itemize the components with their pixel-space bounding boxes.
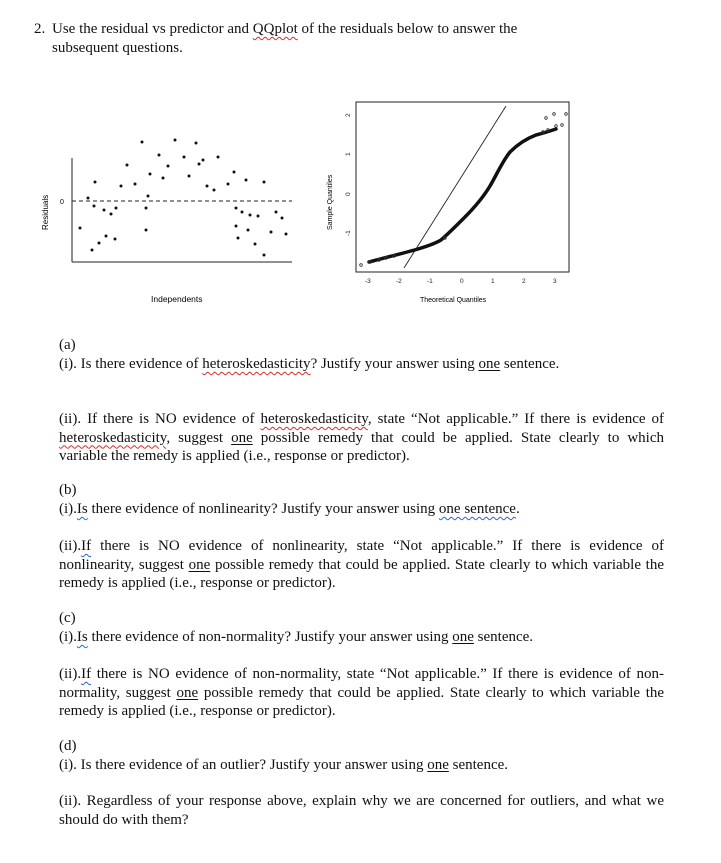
part-d-i-prefix: (i). Is there evidence of an outlier? Justify your answer using	[59, 757, 424, 773]
residual-point	[120, 185, 123, 188]
residual-xlabel: Independents	[151, 294, 203, 304]
residual-point	[115, 207, 118, 210]
underlined-one-sentence: one sentence	[438, 501, 516, 517]
part-b-label: (b)	[59, 482, 77, 498]
qqplot-word: QQplot	[252, 21, 298, 37]
part-a-i-mid: ? Justify your answer using	[310, 356, 475, 372]
zero-tick: 0	[60, 199, 64, 206]
question-header	[34, 20, 674, 58]
residual-point	[233, 171, 236, 174]
residual-point	[235, 225, 238, 228]
residual-point	[275, 211, 278, 214]
part-a-ii	[59, 410, 664, 466]
residual-point	[285, 233, 288, 236]
qq-y-tick: 0	[345, 192, 352, 196]
residual-point	[91, 249, 94, 252]
residual-point	[114, 238, 117, 241]
qq-x-tick: -1	[427, 278, 433, 285]
qq-x-tick: 3	[553, 278, 557, 285]
part-a-i	[59, 355, 664, 374]
residual-points	[79, 139, 288, 257]
residual-point	[257, 215, 260, 218]
residual-point	[263, 254, 266, 257]
residual-point	[254, 243, 257, 246]
residual-point	[245, 179, 248, 182]
residual-point	[105, 235, 108, 238]
qq-x-tick: 1	[491, 278, 495, 285]
residual-point	[162, 177, 165, 180]
residual-point	[94, 181, 97, 184]
underlined-one: one	[427, 757, 449, 773]
qq-y-ticks	[345, 113, 352, 236]
residual-point	[145, 229, 148, 232]
underlined-one: one	[452, 629, 474, 645]
grammar-flag-is: Is	[76, 629, 88, 645]
residual-point	[98, 242, 101, 245]
part-b-ii-text-2: possible remedy that could be applied. State clearly to which variable the remedy is applied (i.e., response or predictor).	[59, 556, 665, 591]
part-d-ii: (ii). Regardless of your response above, explain why we are concerned for outliers, and what we should do with them?	[59, 793, 664, 828]
part-c-ii-text-1: there is NO evidence of non-normality, state “Not applicable.” If there is evidence of non-normality, suggest	[59, 666, 665, 701]
part-a-ii-text-4: possible remedy that could be applied. State clearly to which variable the remedy is applied (i.e., response or predictor).	[59, 429, 665, 464]
qq-frame	[356, 102, 569, 272]
residual-point	[167, 165, 170, 168]
residual-point	[247, 229, 250, 232]
part-c-i	[59, 628, 664, 647]
underlined-one: one	[478, 356, 501, 372]
residual-point	[126, 164, 129, 167]
qq-ylabel: Sample Quantiles	[327, 174, 334, 230]
question-text-1: Use the residual vs predictor and	[52, 21, 250, 37]
part-a-ii-text-2: , state “Not applicable.” If there is evidence of	[367, 411, 665, 427]
question-number: 2.	[34, 21, 46, 37]
part-c-ii-text-2: possible remedy that could be applied. State clearly to which variable the remedy is applied (i.e., response or predictor).	[59, 684, 665, 719]
part-d-i	[59, 756, 664, 775]
part-c-i-end: sentence.	[477, 629, 534, 645]
qq-plot	[327, 102, 569, 304]
residual-point	[206, 185, 209, 188]
qq-sample-curve	[369, 129, 556, 262]
qq-point	[565, 113, 568, 116]
qq-point	[561, 124, 564, 127]
residual-point	[158, 154, 161, 157]
residual-point	[145, 207, 148, 210]
residual-point	[147, 195, 150, 198]
residual-point	[213, 189, 216, 192]
residual-point	[134, 183, 137, 186]
qq-y-tick: 2	[345, 113, 352, 117]
qq-xlabel: Theoretical Quantiles	[420, 297, 487, 304]
qq-x-tick: -3	[365, 278, 371, 285]
term-heteroskedasticity: heteroskedasticity	[260, 411, 368, 427]
residual-point	[217, 156, 220, 159]
residual-point	[263, 181, 266, 184]
residual-point	[195, 142, 198, 145]
underlined-one: one	[231, 429, 253, 446]
term-heteroskedasticity: heteroskedasticity	[59, 429, 167, 446]
residual-point	[183, 156, 186, 159]
qq-point	[555, 125, 558, 128]
residual-point	[141, 141, 144, 144]
question-text-2: subsequent questions.	[52, 40, 183, 56]
residual-point	[281, 217, 284, 220]
part-a-i-end: sentence.	[503, 356, 560, 372]
qq-x-tick: -2	[396, 278, 402, 285]
part-b-i-marker: (i).	[59, 501, 77, 517]
qq-x-tick: 0	[460, 278, 464, 285]
residual-ylabel: Residuals	[41, 194, 50, 230]
residual-point	[241, 211, 244, 214]
part-d-i-end: sentence.	[452, 757, 509, 773]
grammar-flag-is: Is	[76, 501, 88, 517]
qq-x-ticks	[365, 278, 557, 285]
figure-plots	[36, 100, 626, 315]
part-b-ii-marker: (ii).	[59, 538, 82, 554]
residual-point	[103, 209, 106, 212]
residual-point	[149, 173, 152, 176]
residual-point	[110, 213, 113, 216]
part-b-i	[59, 500, 664, 519]
part-b-i-end: .	[515, 501, 520, 517]
residual-point	[87, 197, 90, 200]
residual-point	[270, 231, 273, 234]
underlined-one: one	[176, 684, 199, 701]
part-a-label: (a)	[59, 337, 76, 353]
qq-y-tick: 1	[345, 152, 352, 156]
qq-point	[545, 117, 548, 120]
part-c-ii	[59, 665, 664, 721]
residual-point	[188, 175, 191, 178]
part-b-ii-text-1: there is NO evidence of nonlinearity, state “Not applicable.” If there is evidence of nonlinearity, suggest	[59, 538, 664, 573]
residual-point	[202, 159, 205, 162]
residual-point	[79, 227, 82, 230]
part-a-i-prefix: (i). Is there evidence of	[59, 356, 199, 372]
grammar-flag-if: If	[81, 538, 92, 554]
qq-x-tick: 2	[522, 278, 526, 285]
residual-point	[235, 207, 238, 210]
part-c-label: (c)	[59, 610, 76, 626]
part-a-ii-text-1: (ii). If there is NO evidence of	[59, 411, 255, 427]
part-d-label: (d)	[59, 738, 77, 754]
question-text-1-end: of the residuals below to answer the	[301, 21, 518, 37]
residual-point	[227, 183, 230, 186]
term-heteroskedasticity: heteroskedasticity	[202, 356, 311, 372]
part-c-i-text: there evidence of non-normality? Justify your answer using	[91, 629, 449, 645]
qq-y-tick: -1	[345, 230, 352, 236]
qq-point	[553, 113, 556, 116]
underlined-one: one	[188, 556, 211, 573]
residual-point	[174, 139, 177, 142]
part-c-i-marker: (i).	[59, 629, 77, 645]
part-a-ii-text-3: , suggest	[166, 429, 224, 446]
residual-point	[93, 205, 96, 208]
grammar-flag-if: If	[81, 666, 92, 682]
part-b-i-text: there evidence of nonlinearity? Justify your answer using	[91, 501, 436, 517]
part-b-ii	[59, 537, 664, 593]
residual-plot	[41, 139, 292, 305]
residual-point	[198, 163, 201, 166]
part-c-ii-marker: (ii).	[59, 666, 82, 682]
residual-point	[249, 214, 252, 217]
qq-point	[360, 264, 363, 267]
residual-point	[237, 237, 240, 240]
